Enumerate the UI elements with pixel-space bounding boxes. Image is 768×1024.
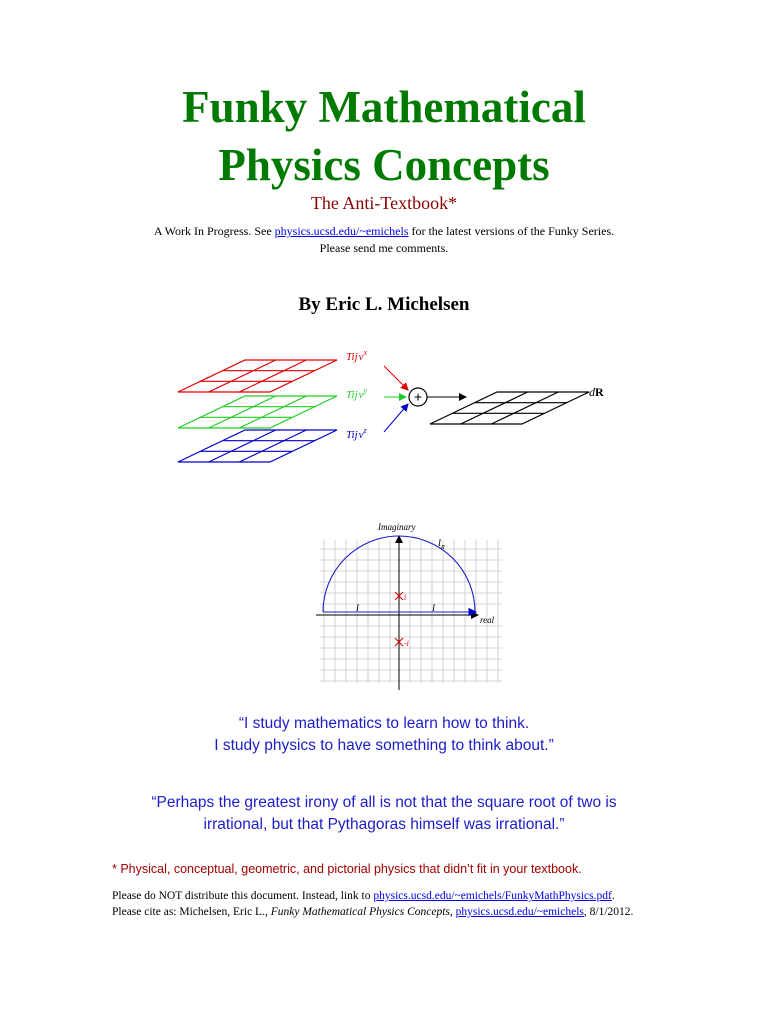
document-title [0, 78, 768, 194]
distribution-notice [112, 888, 633, 920]
wip-suffix: for the latest versions of the Funky Series. [408, 224, 615, 238]
author-line: By Eric L. Michelsen [298, 294, 470, 315]
blue-label: Tijv$^z$ [346, 426, 367, 441]
blue-grid [178, 430, 337, 462]
homepage-link[interactable]: physics.ucsd.edu/~emichels [274, 224, 409, 238]
quote-one [0, 713, 768, 757]
i-left-label: I [356, 603, 359, 613]
cite-mid: , [449, 906, 456, 918]
red-label: Tijv$^x$ [346, 348, 368, 363]
footnote: * Physical, conceptual, geometric, and pictorial physics that didn’t fit in your textbook. [112, 862, 582, 876]
real-label: real [480, 615, 495, 625]
ir-label: $I_R$ [438, 538, 445, 551]
quote-two-line-1: “Perhaps the greatest irony of all is not that the square root of two is [151, 794, 617, 811]
cite-title: Funky Mathematical Physics Concepts [270, 906, 450, 918]
red-arrow [384, 366, 408, 390]
green-grid [178, 396, 337, 428]
contour-integral-figure [310, 518, 510, 698]
wip-prefix: A Work In Progress. See [153, 224, 275, 238]
subtitle: The Anti-Textbook* [310, 193, 458, 213]
tensor-grid-figure [170, 340, 630, 470]
green-label: Tijv$^y$ [346, 386, 368, 401]
quote-one-line-2: I study physics to have something to think about.” [214, 737, 554, 754]
red-grid [178, 360, 337, 392]
pdf-link[interactable]: physics.ucsd.edu/~emichels/FunkyMathPhysics.pdf [373, 890, 612, 902]
quote-two [0, 792, 768, 836]
cite-suffix: , 8/1/2012. [583, 906, 634, 918]
imaginary-label: Imaginary [378, 522, 416, 532]
quote-two-line-2: irrational, but that Pythagoras himself was irrational.” [203, 816, 565, 833]
work-in-progress-note [0, 223, 768, 257]
plus-sign: + [413, 390, 423, 406]
result-label: dR [589, 385, 604, 399]
cite-link[interactable]: physics.ucsd.edu/~emichels [455, 906, 584, 918]
title-line-2: Physics Concepts [218, 140, 550, 190]
pole-bottom-label: -i [404, 639, 409, 648]
quote-one-line-1: “I study mathematics to learn how to think. [238, 715, 530, 732]
wip-comments: Please send me comments. [319, 241, 449, 255]
distribute-suffix: . [611, 890, 615, 902]
blue-arrow [384, 404, 408, 432]
cite-prefix: Please cite as: Michelsen, Eric L., [112, 906, 271, 918]
i-right-label: I [432, 603, 435, 613]
pole-top-label: i [404, 593, 407, 602]
title-line-1: Funky Mathematical [182, 82, 586, 132]
distribute-prefix: Please do NOT distribute this document. Instead, link to [112, 890, 374, 902]
